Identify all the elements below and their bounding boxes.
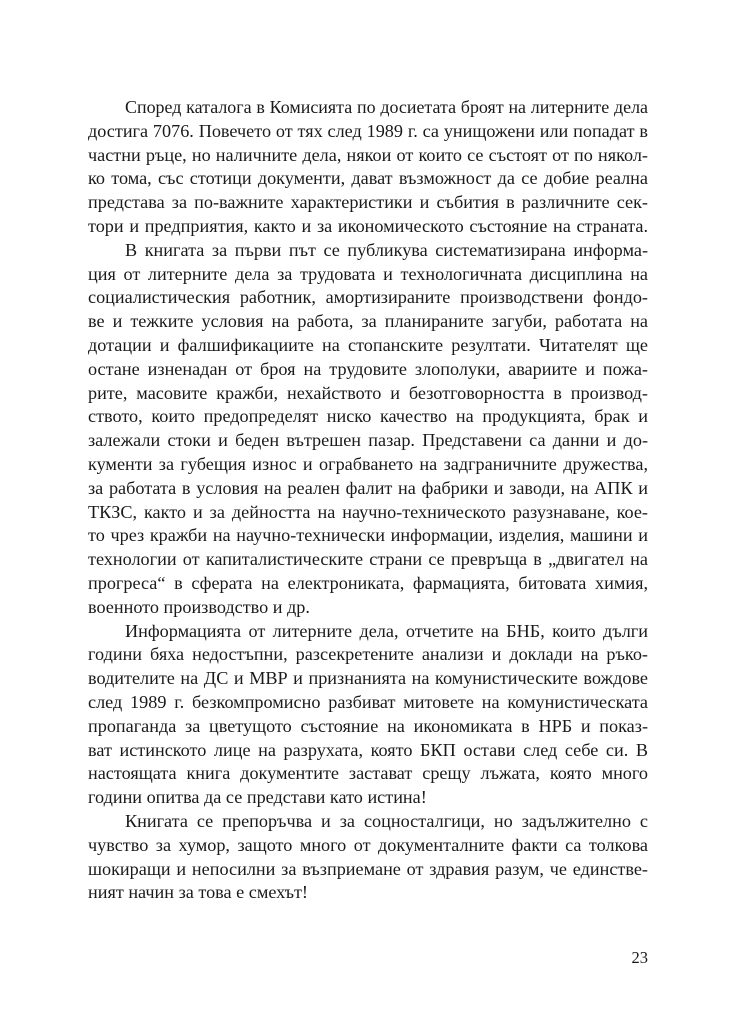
text-line: рите, масовите кражби, нехайството и безотговорността в производ- [88, 382, 648, 403]
paragraph-4 [88, 810, 648, 905]
text-line: години опитва да се представи като истина! [88, 787, 427, 808]
text-line: Според каталога в Комисията по досиетата броят на литерните дела [125, 97, 648, 117]
text-line: тори и предприятия, както и за икономическото състояние на страната. [88, 215, 648, 236]
text-line: залежали стоки и беден вътрешен пазар. Представени са данни и до- [88, 430, 648, 451]
text-line: след 1989 г. безкомпромисно разбиват митовете на комунистическата [88, 691, 648, 712]
text-line: ве и тежките условия на работа, за планираните загуби, работата на [88, 311, 648, 332]
text-line: Книгата се препоръчва и за соцносталгици, но задължително с [125, 810, 648, 831]
body-text [88, 96, 648, 905]
text-line: социалистическия работник, амортизираните производствени фондо- [88, 287, 648, 308]
paragraph-1 [88, 96, 648, 239]
text-line: Информацията от литерните дела, отчетите на БНБ, които дълги [125, 620, 648, 641]
text-line: военното производство и др. [88, 596, 310, 617]
text-line: ният начин за това е смехът! [88, 882, 308, 903]
text-line: представа за по-важните характеристики и събития в различните сек- [88, 192, 648, 213]
text-line: пропаганда за цветущото състояние на икономиката в НРБ и показ- [88, 715, 648, 736]
text-line: технологии от капиталистическите страни се превръща в „двигател на [88, 549, 648, 570]
paragraph-2 [88, 239, 648, 620]
text-line: В книгата за първи път се публикува систематизирана информа- [125, 239, 648, 260]
text-line: водителите на ДС и МВР и признанията на комунистическите вождове [88, 668, 648, 689]
paragraph-3 [88, 620, 648, 810]
text-line: ко тома, със стотици документи, дават възможност да се добие реална [88, 168, 648, 189]
text-line: частни ръце, но наличните дела, някои от които се състоят от по някол- [88, 144, 648, 165]
text-line: кументи за губещия износ и ограбването на задграничните дружества, [88, 453, 648, 474]
text-line: дотации и фалшификациите на стопанските резултати. Читателят ще [88, 334, 648, 355]
text-line: години бяха недостъпни, разсекретените анализи и доклади на ръко- [88, 644, 648, 665]
text-line: шокиращи и непосилни за възприемане от здравия разум, че единстве- [88, 858, 648, 879]
text-line: прогреса“ в сферата на електрониката, фармацията, битовата химия, [88, 572, 648, 593]
text-line: чувство за хумор, защото много от документалните факти са толкова [88, 834, 648, 855]
text-line: ват истинското лице на разрухата, която БКП остави след себе си. В [88, 739, 648, 760]
text-line: остане изненадан от броя на трудовите злополуки, авариите и пожа- [88, 358, 648, 379]
text-line: то чрез кражби на научно-технически информации, изделия, машини и [88, 525, 648, 546]
text-line: ството, които предопределят ниско качество на продукцията, брак и [88, 406, 648, 427]
page-number: 23 [631, 948, 648, 967]
text-line: за работата в условия на реален фалит на фабрики и заводи, на АПК и [88, 477, 648, 498]
text-line: ция от литерните дела за трудовата и технологичната дисциплина на [88, 263, 648, 284]
text-line: настоящата книга документите застават срещу лъжата, която много [88, 763, 648, 784]
text-line: ТКЗС, както и за дейността на научно-техническото разузнаване, кое- [88, 501, 648, 522]
text-line: достига 7076. Повечето от тях след 1989 г. са унищожени или попадат в [88, 120, 648, 141]
